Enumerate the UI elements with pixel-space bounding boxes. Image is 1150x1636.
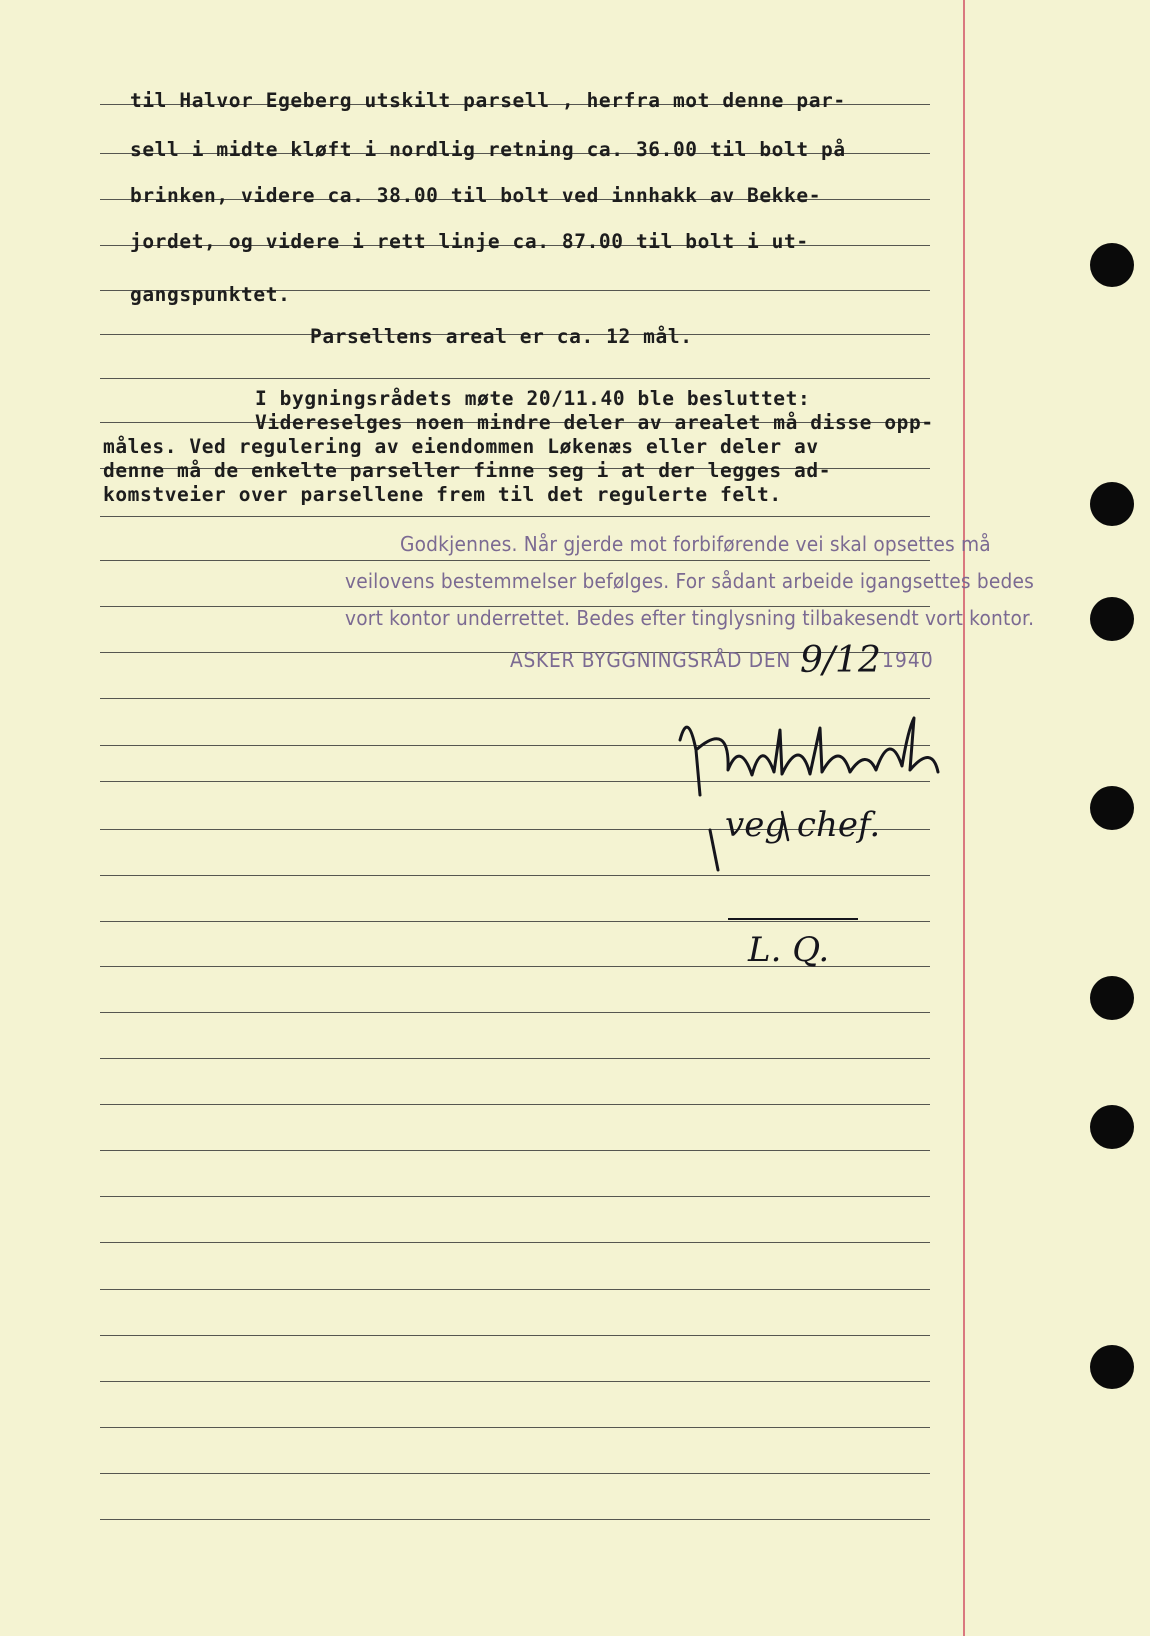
initials: L. Q. xyxy=(748,930,830,970)
stamp-line: veilovens bestemmelser befølges. For sådant arbeide igangsettes bedes xyxy=(345,569,1034,593)
ruled-line xyxy=(100,1104,930,1105)
ruled-line xyxy=(100,1012,930,1013)
signature-underline xyxy=(728,918,858,920)
ruled-line xyxy=(100,1427,930,1428)
signature-scribble xyxy=(670,700,970,880)
ruled-line xyxy=(100,1196,930,1197)
area-line: Parsellens areal er ca. 12 mål. xyxy=(310,325,693,348)
punch-hole xyxy=(1090,243,1134,287)
punch-hole xyxy=(1090,786,1134,830)
ruled-line xyxy=(100,1381,930,1382)
ruled-line xyxy=(100,516,930,517)
ruled-line xyxy=(100,1289,930,1290)
ruled-line xyxy=(100,1058,930,1059)
ruled-line xyxy=(100,1335,930,1336)
typed-line: brinken, videre ca. 38.00 til bolt ved innhakk av Bekke- xyxy=(130,184,822,207)
decision-line: Videreselges noen mindre deler av arealet må disse opp- xyxy=(255,411,934,434)
decision-line: komstveier over parsellene frem til det regulerte felt. xyxy=(103,483,782,506)
ruled-line xyxy=(100,1150,930,1151)
stamp-date-prefix: ASKER BYGGNINGSRÅD DEN xyxy=(510,648,792,672)
ruled-line xyxy=(100,560,930,561)
signature-title: veg chef. xyxy=(725,805,881,845)
typed-line: til Halvor Egeberg utskilt parsell , herfra mot denne par- xyxy=(130,89,846,112)
decision-line: denne må de enkelte parseller finne seg i at der legges ad- xyxy=(103,459,832,482)
punch-hole xyxy=(1090,1105,1134,1149)
stamp-line: Godkjennes. Når gjerde mot forbiførende vei skal opsettes må xyxy=(400,532,991,556)
ruled-line xyxy=(100,378,930,379)
typed-line: gangspunktet. xyxy=(130,283,291,306)
ruled-line xyxy=(100,1473,930,1474)
stamp-line: vort kontor underrettet. Bedes efter tinglysning tilbakesendt vort kontor. xyxy=(345,606,1035,630)
punch-hole xyxy=(1090,597,1134,641)
decision-line: måles. Ved regulering av eiendommen Løkenæs eller deler av xyxy=(103,435,819,458)
decision-line: I bygningsrådets møte 20/11.40 ble besluttet: xyxy=(255,387,811,410)
punch-hole xyxy=(1090,976,1134,1020)
ruled-line xyxy=(100,1519,930,1520)
typed-line: jordet, og videre i rett linje ca. 87.00 til bolt i ut- xyxy=(130,230,809,253)
handwritten-date: 9/12 xyxy=(800,640,881,681)
punch-hole xyxy=(1090,482,1134,526)
typed-line: sell i midte kløft i nordlig retning ca. 36.00 til bolt på xyxy=(130,138,846,161)
punch-hole xyxy=(1090,1345,1134,1389)
ruled-line xyxy=(100,1242,930,1243)
ruled-line xyxy=(100,921,930,922)
stamp-year: 1940 xyxy=(882,648,934,672)
ruled-line xyxy=(100,698,930,699)
